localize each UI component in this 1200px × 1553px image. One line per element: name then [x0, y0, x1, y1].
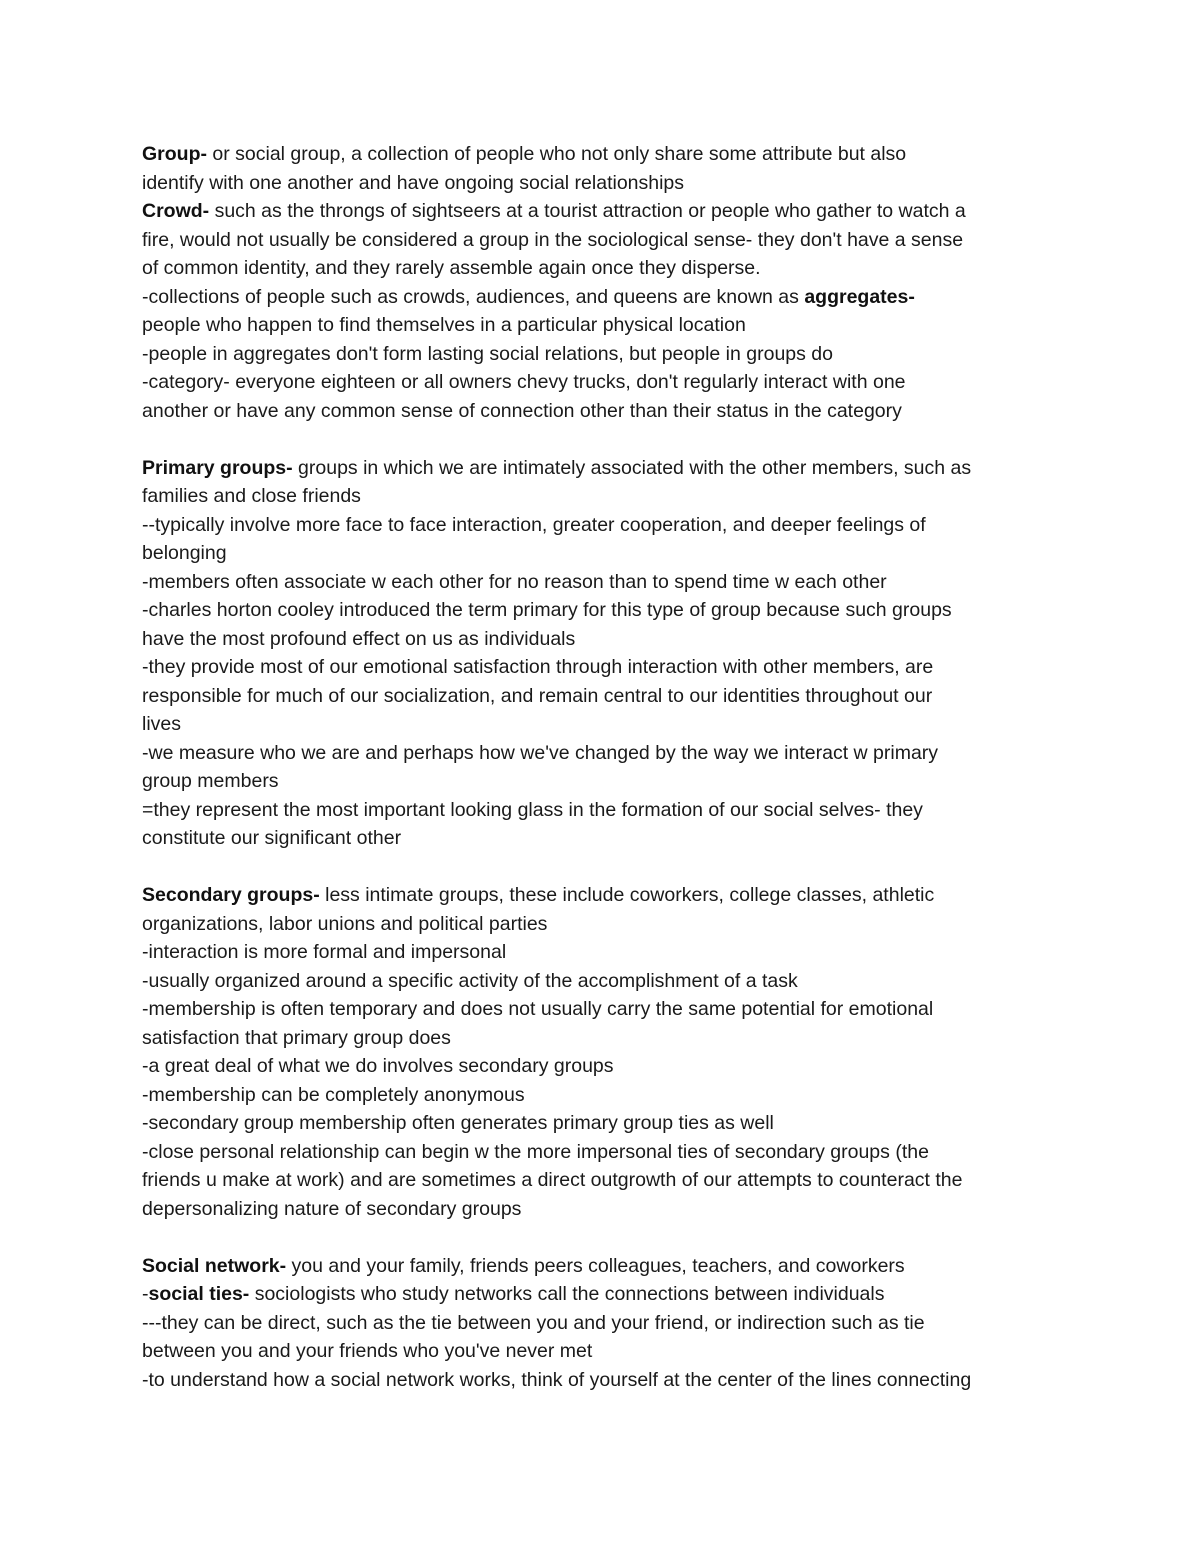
text-line: [142, 1109, 1072, 1138]
line-text: -interaction is more formal and impersonal: [142, 941, 507, 963]
text-line: [142, 1024, 1072, 1053]
line-text: group members: [142, 770, 279, 792]
text-line: [142, 1309, 1072, 1338]
section-primary-groups: [142, 454, 1072, 853]
text-line: [142, 1052, 1072, 1081]
line-text: -secondary group membership often generates primary group ties as well: [142, 1112, 774, 1134]
text-line: [142, 283, 1072, 312]
line-text: belonging: [142, 542, 227, 564]
line-text: -they provide most of our emotional satisfaction through interaction with other members, are: [142, 656, 934, 678]
text-line: [142, 1166, 1072, 1195]
text-line: [142, 739, 1072, 768]
line-text: organizations, labor unions and political parties: [142, 912, 548, 935]
text-line: [142, 539, 1072, 568]
line-text: -membership is often temporary and does not usually carry the same potential for emotional: [142, 998, 934, 1020]
text-line: [142, 1366, 1072, 1395]
section-spacer: [142, 853, 1072, 882]
line-text: -to understand how a social network works, think of yourself at the center of the lines connecting: [142, 1368, 972, 1391]
line-text: -we measure who we are and perhaps how we've changed by the way we interact w primary: [142, 741, 939, 764]
term-heading: Social network-: [142, 1254, 287, 1277]
line-text: -usually organized around a specific activity of the accomplishment of a task: [142, 969, 798, 992]
text-line: [142, 340, 1072, 369]
line-text: you and your family, friends peers colleagues, teachers, and coworkers: [286, 1254, 905, 1277]
text-line: [142, 1138, 1072, 1167]
line-text: satisfaction that primary group does: [142, 1026, 451, 1049]
text-line: [142, 454, 1072, 483]
line-text: -charles horton cooley introduced the term primary for this type of group because such groups: [142, 599, 952, 621]
text-line: [142, 197, 1072, 226]
line-text: -members often associate w each other for no reason than to spend time w each other: [142, 570, 887, 593]
line-text: =they represent the most important looking glass in the formation of our social selves- they: [142, 798, 923, 821]
line-text: -category- everyone eighteen or all owners chevy trucks, don't regularly interact with one: [142, 371, 906, 393]
line-text: families and close friends: [142, 485, 361, 507]
line-text: -membership can be completely anonymous: [142, 1083, 525, 1106]
text-line: [142, 824, 1072, 853]
line-text: or social group, a collection of people who not only share some attribute but also: [206, 143, 907, 165]
document-body: [142, 140, 1072, 1394]
text-line: [142, 881, 1072, 910]
text-line: [142, 254, 1072, 283]
section-spacer: [142, 1223, 1072, 1252]
line-text: ---they can be direct, such as the tie between you and your friend, or indirection such as tie: [142, 1311, 925, 1334]
text-line: [142, 140, 1072, 169]
line-text: sociologists who study networks call the connections between individuals: [249, 1283, 885, 1305]
line-text: between you and your friends who you've never met: [142, 1340, 593, 1362]
section-secondary-groups: [142, 881, 1072, 1223]
section-social-network: [142, 1252, 1072, 1395]
text-line: [142, 568, 1072, 597]
term-heading: Secondary groups-: [142, 884, 320, 906]
text-line: [142, 482, 1072, 511]
text-line: [142, 511, 1072, 540]
line-text: identify with one another and have ongoing social relationships: [142, 171, 685, 194]
line-text: groups in which we are intimately associated with the other members, such as: [292, 456, 972, 479]
line-text: such as the throngs of sightseers at a tourist attraction or people who gather to watch a: [209, 200, 966, 222]
term-heading: Crowd-: [142, 200, 210, 222]
text-line: [142, 1337, 1072, 1366]
text-line: [142, 1252, 1072, 1281]
text-line: [142, 596, 1072, 625]
text-line: [142, 682, 1072, 711]
line-text: -collections of people such as crowds, audiences, and queens are known as: [142, 285, 805, 308]
text-line: [142, 910, 1072, 939]
term-heading: Primary groups-: [142, 456, 293, 479]
text-line: [142, 967, 1072, 996]
text-line: [142, 368, 1072, 397]
line-text: another or have any common sense of connection other than their status in the category: [142, 399, 902, 422]
text-line: [142, 625, 1072, 654]
line-text: constitute our significant other: [142, 827, 402, 849]
line-text: lives: [142, 713, 182, 735]
text-line: [142, 938, 1072, 967]
line-text: -people in aggregates don't form lasting social relations, but people in groups do: [142, 342, 833, 365]
term-heading: social ties-: [148, 1283, 250, 1305]
term-heading: Group-: [142, 143, 207, 165]
line-text: -a great deal of what we do involves secondary groups: [142, 1055, 614, 1077]
text-line: [142, 710, 1072, 739]
text-line: [142, 169, 1072, 198]
text-line: [142, 1280, 1072, 1309]
text-line: [142, 311, 1072, 340]
line-text: --typically involve more face to face interaction, greater cooperation, and deeper feelings of: [142, 513, 926, 536]
text-line: [142, 653, 1072, 682]
text-line: [142, 1081, 1072, 1110]
text-line: [142, 1195, 1072, 1224]
text-line: [142, 226, 1072, 255]
text-line: [142, 397, 1072, 426]
line-text: have the most profound effect on us as individuals: [142, 627, 576, 650]
text-line: [142, 796, 1072, 825]
line-text: people who happen to find themselves in a particular physical location: [142, 314, 746, 336]
section-spacer: [142, 425, 1072, 454]
line-text: friends u make at work) and are sometimes a direct outgrowth of our attempts to counteract the: [142, 1169, 963, 1191]
line-text: -: [142, 1283, 149, 1305]
line-text: of common identity, and they rarely assemble again once they disperse.: [142, 257, 761, 279]
line-text: -close personal relationship can begin w the more impersonal ties of secondary groups (the: [142, 1140, 929, 1163]
term-heading: aggregates-: [804, 285, 915, 308]
line-text: responsible for much of our socialization, and remain central to our identities throughout our: [142, 684, 933, 707]
text-line: [142, 767, 1072, 796]
text-line: [142, 995, 1072, 1024]
line-text: depersonalizing nature of secondary groups: [142, 1197, 522, 1220]
section-group-definitions: [142, 140, 1072, 425]
line-text: fire, would not usually be considered a group in the sociological sense- they don't have a sense: [142, 228, 964, 251]
line-text: less intimate groups, these include coworkers, college classes, athletic: [319, 884, 935, 906]
